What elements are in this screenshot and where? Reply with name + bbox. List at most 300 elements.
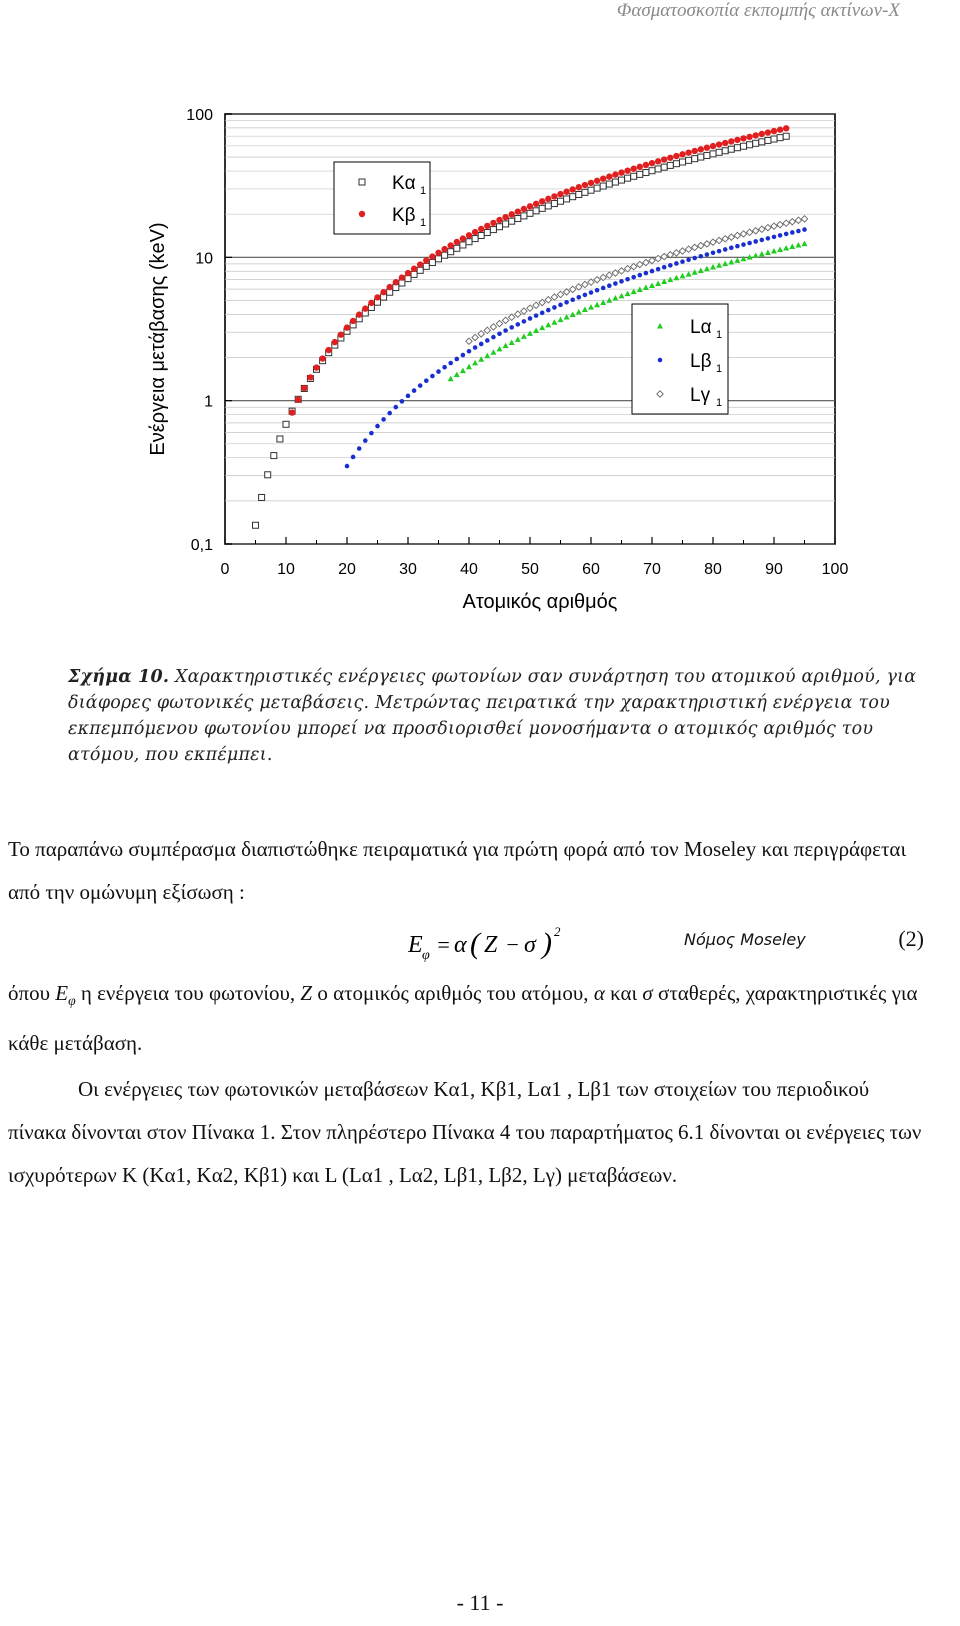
data-point-kβ1 (685, 149, 691, 155)
data-point-kβ1 (551, 193, 557, 199)
data-point-lβ1 (455, 357, 460, 362)
data-point-kβ1 (667, 155, 673, 161)
data-point-lβ1 (686, 258, 691, 263)
svg-text:Z: Z (484, 932, 498, 958)
data-point-lβ1 (406, 394, 411, 399)
data-point-kβ1 (765, 129, 771, 135)
svg-text:−: − (505, 932, 520, 957)
data-point-kα1 (490, 227, 496, 233)
caption-text: Χαρακτηριστικές ενέργειες φωτονίων σαν συνάρτηση του ατομικού αριθμού, για διάφορες φωτονικές μεταβάσεις. Μετρώντας πειρατικά την χαρακτηριστική ενέργεια του εκπεμπόμενου φωτονίου μπορεί να προσδιορισθεί μονοσήμαντα ο ατομικός αριθμός του ατόμου, που εκπέμπει. (68, 667, 917, 765)
data-point-lα1 (643, 284, 649, 290)
data-point-lα1 (783, 245, 789, 251)
data-point-lα1 (710, 264, 716, 270)
data-point-lβ1 (650, 269, 655, 274)
data-point-kβ1 (557, 191, 563, 197)
data-point-lγ1 (734, 232, 740, 238)
data-point-lα1 (490, 349, 496, 355)
data-point-kβ1 (313, 364, 319, 370)
data-point-lγ1 (612, 270, 618, 276)
legend-label: Lα (690, 317, 712, 338)
data-point-lβ1 (400, 399, 405, 404)
x-tick-label: 100 (821, 561, 849, 578)
x-tick-label: 60 (582, 561, 600, 578)
symbol-phi: φ (68, 993, 76, 1009)
legend-subscript: 1 (716, 363, 723, 375)
data-point-lβ1 (461, 353, 466, 358)
data-point-lβ1 (735, 244, 740, 249)
data-point-kβ1 (704, 145, 710, 151)
data-point-lβ1 (668, 263, 673, 268)
data-point-kβ1 (460, 235, 466, 241)
data-point-lγ1 (777, 221, 783, 227)
page-number: - 11 - (456, 1590, 504, 1615)
data-point-lβ1 (760, 238, 765, 243)
data-point-lα1 (564, 314, 570, 320)
data-point-kβ1 (734, 137, 740, 143)
data-point-kα1 (631, 173, 637, 179)
data-point-lα1 (588, 304, 594, 310)
data-point-kα1 (704, 152, 710, 158)
data-point-kα1 (667, 162, 673, 168)
data-point-kβ1 (307, 374, 313, 380)
data-point-kβ1 (698, 146, 704, 152)
data-point-lγ1 (618, 268, 624, 274)
data-point-lγ1 (753, 228, 759, 234)
data-point-lα1 (472, 360, 478, 366)
data-point-kα1 (576, 191, 582, 197)
paragraph-tables (8, 1068, 928, 1197)
data-point-lγ1 (722, 236, 728, 242)
data-point-lβ1 (680, 259, 685, 264)
data-point-kβ1 (539, 198, 545, 204)
data-point-kβ1 (338, 331, 344, 337)
legend-marker (359, 179, 365, 185)
x-tick-label: 20 (338, 561, 356, 578)
data-point-lβ1 (784, 232, 789, 237)
data-point-lγ1 (801, 216, 807, 222)
data-point-kα1 (271, 453, 277, 459)
data-point-kβ1 (594, 178, 600, 184)
data-point-kα1 (649, 168, 655, 174)
data-point-lβ1 (631, 275, 636, 280)
data-point-kβ1 (545, 196, 551, 202)
data-point-kβ1 (326, 347, 332, 353)
data-point-kα1 (472, 236, 478, 242)
data-point-kβ1 (319, 355, 325, 361)
data-point-lα1 (728, 259, 734, 265)
legend-subscript: 1 (716, 329, 723, 341)
data-point-lγ1 (679, 248, 685, 254)
data-point-kα1 (753, 140, 759, 146)
data-point-kα1 (436, 256, 442, 262)
data-point-kα1 (680, 159, 686, 165)
data-point-lβ1 (778, 233, 783, 238)
data-point-kβ1 (429, 253, 435, 259)
data-point-lγ1 (478, 331, 484, 337)
data-point-kβ1 (515, 208, 521, 214)
data-point-kα1 (405, 276, 411, 282)
data-point-kα1 (765, 137, 771, 143)
data-point-lγ1 (740, 231, 746, 237)
y-tick-label: 10 (195, 250, 213, 268)
data-point-kβ1 (771, 128, 777, 134)
data-point-lα1 (558, 317, 564, 323)
y-axis-label: Ενέργεια μετάβασης (keV) (147, 222, 169, 456)
data-point-lγ1 (637, 261, 643, 267)
data-point-kβ1 (405, 270, 411, 276)
data-point-lβ1 (479, 342, 484, 347)
x-tick-label: 80 (704, 561, 722, 578)
data-point-lα1 (582, 307, 588, 313)
data-point-lβ1 (345, 464, 350, 469)
symbol-sigma: σ (642, 981, 653, 1005)
data-point-kβ1 (759, 131, 765, 137)
data-point-kα1 (612, 179, 618, 185)
data-point-kα1 (484, 230, 490, 236)
data-point-lβ1 (381, 417, 386, 422)
data-point-kα1 (259, 494, 265, 500)
data-point-lγ1 (606, 272, 612, 278)
data-point-kβ1 (649, 160, 655, 166)
data-point-lβ1 (546, 308, 551, 313)
data-point-lα1 (692, 269, 698, 275)
data-point-kβ1 (448, 242, 454, 248)
data-point-lα1 (802, 241, 808, 247)
paragraph-text: Το παραπάνω συμπέρασμα διαπιστώθηκε πειραματικά για πρώτη φορά από τον Moseley και περιγράφεται από την ομώνυμη εξίσωση : (8, 837, 907, 904)
text-run: η ενέργεια του φωτονίου, (75, 981, 301, 1005)
data-point-lβ1 (796, 229, 801, 234)
data-point-kα1 (600, 183, 606, 189)
equation-number: (2) (898, 926, 924, 951)
data-point-lγ1 (649, 257, 655, 263)
data-point-kα1 (448, 249, 454, 255)
data-point-lβ1 (522, 319, 527, 324)
data-point-lβ1 (662, 265, 667, 270)
data-point-lβ1 (674, 261, 679, 266)
text-run: ο ατομικός αριθμός του ατόμου, (312, 981, 594, 1005)
x-tick-label: 70 (643, 561, 661, 578)
data-point-kβ1 (661, 156, 667, 162)
data-point-lγ1 (545, 297, 551, 303)
data-point-lγ1 (771, 223, 777, 229)
data-point-lβ1 (351, 455, 356, 460)
legend-label: Kβ (392, 205, 416, 226)
data-point-kβ1 (466, 232, 472, 238)
data-point-kα1 (673, 161, 679, 167)
data-point-kβ1 (576, 184, 582, 190)
data-point-kα1 (686, 157, 692, 163)
data-point-kα1 (582, 189, 588, 195)
data-point-lβ1 (699, 254, 704, 259)
data-point-lβ1 (583, 293, 588, 298)
data-point-kα1 (423, 263, 429, 269)
caption-label: Σχήμα 10. (68, 667, 170, 687)
data-point-kβ1 (533, 201, 539, 207)
data-point-kβ1 (618, 169, 624, 175)
x-tick-label: 0 (220, 561, 230, 578)
data-point-lβ1 (369, 431, 374, 436)
data-point-kβ1 (380, 289, 386, 295)
data-point-kβ1 (417, 261, 423, 267)
data-point-lβ1 (729, 246, 734, 251)
data-point-kβ1 (441, 246, 447, 252)
equation-graphic (408, 922, 578, 966)
data-point-lβ1 (516, 322, 521, 327)
data-point-lβ1 (558, 303, 563, 308)
data-point-lγ1 (563, 289, 569, 295)
data-point-lγ1 (643, 259, 649, 265)
paragraph-text (8, 972, 928, 1065)
data-point-lα1 (789, 244, 795, 250)
data-point-kβ1 (563, 189, 569, 195)
data-point-lβ1 (601, 286, 606, 291)
data-point-lβ1 (497, 331, 502, 336)
data-point-lβ1 (595, 288, 600, 293)
data-point-lα1 (460, 368, 466, 374)
data-point-lβ1 (753, 239, 758, 244)
data-point-kβ1 (344, 324, 350, 330)
data-point-kβ1 (716, 141, 722, 147)
data-point-lβ1 (802, 227, 807, 232)
data-point-kα1 (588, 187, 594, 193)
data-point-lβ1 (638, 273, 643, 278)
data-point-lα1 (619, 293, 625, 299)
data-point-lβ1 (619, 279, 624, 284)
data-point-kα1 (692, 156, 698, 162)
data-point-kβ1 (454, 239, 460, 245)
data-point-kβ1 (783, 125, 789, 131)
data-point-lβ1 (387, 411, 392, 416)
data-point-lγ1 (673, 250, 679, 256)
running-head: Φασματοσκοπία εκπομπής ακτίνων-Χ (616, 0, 900, 21)
data-point-lα1 (704, 266, 710, 272)
data-point-kα1 (771, 136, 777, 142)
data-point-kβ1 (624, 167, 630, 173)
data-point-lα1 (606, 297, 612, 303)
svg-text:(: ( (470, 927, 480, 960)
data-point-kβ1 (435, 250, 441, 256)
data-point-kα1 (460, 242, 466, 248)
data-point-lγ1 (472, 334, 478, 340)
data-point-lβ1 (625, 277, 630, 282)
data-point-kα1 (661, 164, 667, 170)
data-point-lβ1 (503, 328, 508, 333)
data-point-lγ1 (698, 242, 704, 248)
data-point-lβ1 (711, 251, 716, 256)
data-point-kα1 (734, 145, 740, 151)
data-point-kβ1 (484, 223, 490, 229)
data-point-kα1 (655, 166, 661, 172)
data-point-lα1 (454, 372, 460, 378)
data-point-kβ1 (673, 153, 679, 159)
data-point-kβ1 (631, 166, 637, 172)
figure-caption (68, 664, 928, 768)
data-point-kα1 (503, 221, 509, 227)
data-point-kα1 (558, 198, 564, 204)
legend-label: Lβ (690, 351, 712, 372)
x-tick-label: 30 (399, 561, 417, 578)
text-run: και (604, 981, 643, 1005)
data-point-lβ1 (436, 369, 441, 374)
svg-text:φ: φ (422, 948, 430, 963)
data-point-lα1 (484, 353, 490, 359)
data-point-kβ1 (679, 151, 685, 157)
data-point-lγ1 (631, 263, 637, 269)
data-point-lα1 (649, 282, 655, 288)
moseley-equation-row (8, 918, 928, 964)
plot-frame (225, 114, 835, 544)
data-point-lβ1 (430, 374, 435, 379)
data-point-lβ1 (692, 256, 697, 261)
data-point-lα1 (777, 246, 783, 252)
x-tick-label: 90 (765, 561, 783, 578)
equation-name: Νόμος Moseley (684, 930, 806, 949)
paragraph-variables (8, 972, 928, 1065)
svg-text:E: E (408, 932, 423, 958)
data-point-kβ1 (692, 148, 698, 154)
data-point-lα1 (722, 261, 728, 267)
svg-text:α: α (454, 932, 467, 958)
data-point-kβ1 (356, 311, 362, 317)
data-point-lβ1 (540, 311, 545, 316)
data-point-kα1 (253, 522, 259, 528)
data-point-kβ1 (728, 138, 734, 144)
data-point-lα1 (771, 248, 777, 254)
text-run: όπου (8, 981, 56, 1005)
data-point-lα1 (625, 291, 631, 297)
data-point-kβ1 (740, 135, 746, 141)
data-point-lβ1 (485, 338, 490, 343)
data-point-lβ1 (723, 247, 728, 252)
data-point-lγ1 (515, 311, 521, 317)
legend-marker (359, 211, 365, 217)
data-point-kβ1 (289, 409, 295, 415)
svg-text:=: = (436, 932, 451, 957)
data-point-lγ1 (661, 253, 667, 259)
data-point-kβ1 (490, 220, 496, 226)
data-point-lβ1 (644, 271, 649, 276)
data-point-lγ1 (557, 291, 563, 297)
data-point-lγ1 (533, 302, 539, 308)
paragraph-text: Οι ενέργειες των φωτονικών μεταβάσεων Kα1, Kβ1, Lα1 , Lβ1 των στοιχείων του περιοδικού πίνακα δίνονται στον Πίνακα 1. Στον πληρέστερο Πίνακα 4 του παραρτήματος 6.1 δίνονται οι ενέργειες των ισχυρότερων K (Kα1, Kα2, Kβ1) και L (Lα1 , Lα2, Lβ1, Lβ2, Lγ) μεταβάσεων. (8, 1077, 922, 1187)
data-point-kα1 (515, 216, 521, 222)
data-point-kα1 (411, 271, 417, 277)
data-point-kα1 (728, 146, 734, 152)
data-point-kβ1 (295, 397, 301, 403)
data-point-kα1 (759, 139, 765, 145)
data-point-lα1 (680, 273, 686, 279)
data-point-lβ1 (357, 446, 362, 451)
data-point-kα1 (722, 148, 728, 154)
data-point-lα1 (515, 336, 521, 342)
data-point-lα1 (594, 302, 600, 308)
data-point-kα1 (777, 135, 783, 141)
data-point-lγ1 (582, 281, 588, 287)
data-point-lα1 (497, 346, 503, 352)
data-point-kβ1 (527, 203, 533, 209)
data-point-lγ1 (527, 305, 533, 311)
data-point-kβ1 (777, 127, 783, 133)
data-point-lβ1 (577, 295, 582, 300)
data-point-lγ1 (496, 320, 502, 326)
data-point-kα1 (619, 177, 625, 183)
data-point-kα1 (783, 133, 789, 139)
data-point-kα1 (564, 196, 570, 202)
data-point-kβ1 (582, 182, 588, 188)
data-point-kβ1 (753, 132, 759, 138)
data-point-kβ1 (393, 279, 399, 285)
data-point-lβ1 (589, 290, 594, 295)
legend-label: Kα (392, 173, 416, 194)
data-point-lβ1 (790, 230, 795, 235)
data-point-lβ1 (412, 388, 417, 393)
data-point-kα1 (478, 233, 484, 239)
energy-vs-atomic-number-chart (130, 100, 870, 620)
data-point-lγ1 (783, 220, 789, 226)
data-point-lβ1 (375, 424, 380, 429)
legend-subscript: 1 (420, 185, 427, 197)
data-point-lβ1 (534, 313, 539, 318)
data-point-kβ1 (637, 164, 643, 170)
data-point-lγ1 (570, 286, 576, 292)
data-point-kβ1 (502, 214, 508, 220)
svg-text:): ) (542, 927, 552, 960)
paragraph-moseley-intro (8, 828, 928, 914)
data-point-kα1 (429, 260, 435, 266)
data-point-kα1 (637, 171, 643, 177)
data-point-lβ1 (607, 283, 612, 288)
data-point-lγ1 (746, 229, 752, 235)
data-point-lα1 (734, 257, 740, 263)
data-point-lβ1 (467, 349, 472, 354)
x-axis-label: Ατομικός αριθμός (462, 591, 618, 613)
data-point-lα1 (716, 262, 722, 268)
data-point-kα1 (606, 181, 612, 187)
data-point-lγ1 (594, 277, 600, 283)
data-point-lγ1 (704, 241, 710, 247)
data-point-kα1 (570, 194, 576, 200)
data-point-lβ1 (656, 267, 661, 272)
moseley-equation (408, 922, 578, 973)
data-point-lγ1 (765, 224, 771, 230)
data-point-kα1 (283, 421, 289, 427)
data-point-lα1 (753, 253, 759, 259)
data-point-kβ1 (350, 318, 356, 324)
data-point-kα1 (399, 280, 405, 286)
data-point-lα1 (765, 249, 771, 255)
data-point-kβ1 (478, 226, 484, 232)
data-point-kα1 (539, 205, 545, 211)
data-point-kβ1 (423, 257, 429, 263)
data-point-lα1 (539, 325, 545, 331)
data-point-kβ1 (710, 143, 716, 149)
data-point-kα1 (454, 245, 460, 251)
y-tick-label: 0,1 (190, 537, 213, 554)
data-point-lα1 (527, 330, 533, 336)
data-point-kβ1 (643, 162, 649, 168)
data-point-lγ1 (490, 324, 496, 330)
data-point-lβ1 (394, 405, 399, 410)
data-point-kβ1 (368, 300, 374, 306)
data-point-lγ1 (789, 219, 795, 225)
data-point-lγ1 (728, 234, 734, 240)
data-point-kα1 (594, 185, 600, 191)
data-point-lβ1 (442, 365, 447, 370)
data-point-kα1 (417, 267, 423, 273)
data-point-lβ1 (766, 236, 771, 241)
x-tick-label: 40 (460, 561, 478, 578)
data-point-lγ1 (692, 244, 698, 250)
